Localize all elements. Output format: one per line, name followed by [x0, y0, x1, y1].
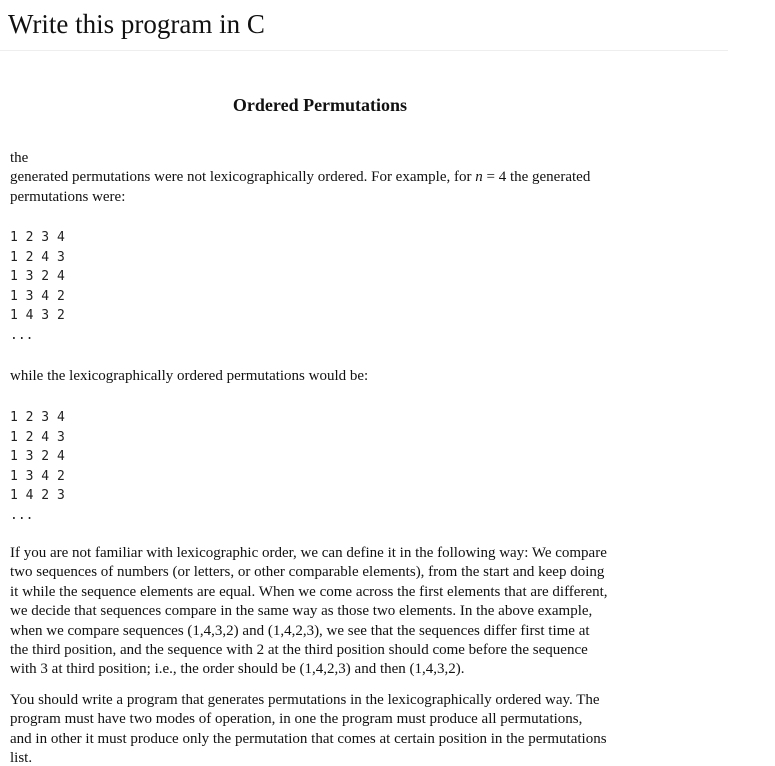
- unordered-permutation-line: 1 3 4 2: [10, 288, 65, 304]
- ordered-permutation-line: 1 2 3 4: [10, 410, 65, 425]
- definition-paragraph: [10, 544, 640, 680]
- ordered-permutation-line: 1 3 4 2: [10, 468, 65, 484]
- intro-text-eq: = 4 the generated: [482, 169, 591, 186]
- transition-paragraph: while the lexicographically ordered permutations would be:: [10, 368, 369, 384]
- intro-line-3: permutations were:: [10, 188, 126, 205]
- intro-text-part1: generated permutations were not lexicographically ordered. For example, for: [10, 169, 476, 186]
- intro-paragraph: [10, 149, 640, 207]
- definition-line: we decide that sequences compare in the same way as those two elements. In the above example,: [10, 603, 593, 620]
- title-divider: [0, 50, 728, 51]
- task-line: program must have two modes of operation, in one the program must produce all permutations,: [10, 711, 583, 728]
- intro-word: the: [10, 150, 29, 166]
- ordered-permutation-line: 1 2 4 3: [10, 429, 65, 445]
- definition-line: with 3 at third position; i.e., the order should be (1,4,2,3) and then (1,4,3,2).: [10, 661, 465, 678]
- intro-variable-n: n: [475, 169, 483, 186]
- document-heading: Ordered Permutations: [232, 95, 408, 115]
- task-line: You should write a program that generates permutations in the lexicographically ordered way. The: [10, 692, 600, 708]
- definition-line: the third position, and the sequence with 2 at the third position should come before the sequence: [10, 642, 588, 659]
- intro-line: [10, 168, 640, 187]
- ordered-permutation-line: 1 4 2 3: [10, 488, 65, 503]
- definition-line: two sequences of numbers (or letters, or other comparable elements), from the start and keep doing: [10, 564, 605, 581]
- unordered-permutation-line: 1 4 3 2: [10, 308, 65, 323]
- task-line: list.: [10, 750, 33, 766]
- unordered-permutation-ellipsis: ...: [10, 327, 34, 343]
- page-title: Write this program in C: [8, 9, 265, 39]
- task-line: and in other it must produce only the permutation that comes at certain position in the permutations: [10, 730, 607, 747]
- definition-line: If you are not familiar with lexicographic order, we can define it in the following way: We compare: [10, 545, 607, 561]
- ordered-permutation-ellipsis: ...: [10, 507, 34, 523]
- ordered-permutation-line: 1 3 2 4: [10, 449, 65, 464]
- definition-line: it while the sequence elements are equal. When we come across the first elements that are different,: [10, 583, 608, 600]
- unordered-permutation-line: 1 2 4 3: [10, 249, 65, 265]
- definition-line: when we compare sequences (1,4,3,2) and (1,4,2,3), we see that the sequences differ first time at: [10, 622, 590, 639]
- unordered-permutation-line: 1 2 3 4: [10, 230, 65, 245]
- task-paragraph: [10, 691, 640, 766]
- unordered-permutation-line: 1 3 2 4: [10, 269, 65, 284]
